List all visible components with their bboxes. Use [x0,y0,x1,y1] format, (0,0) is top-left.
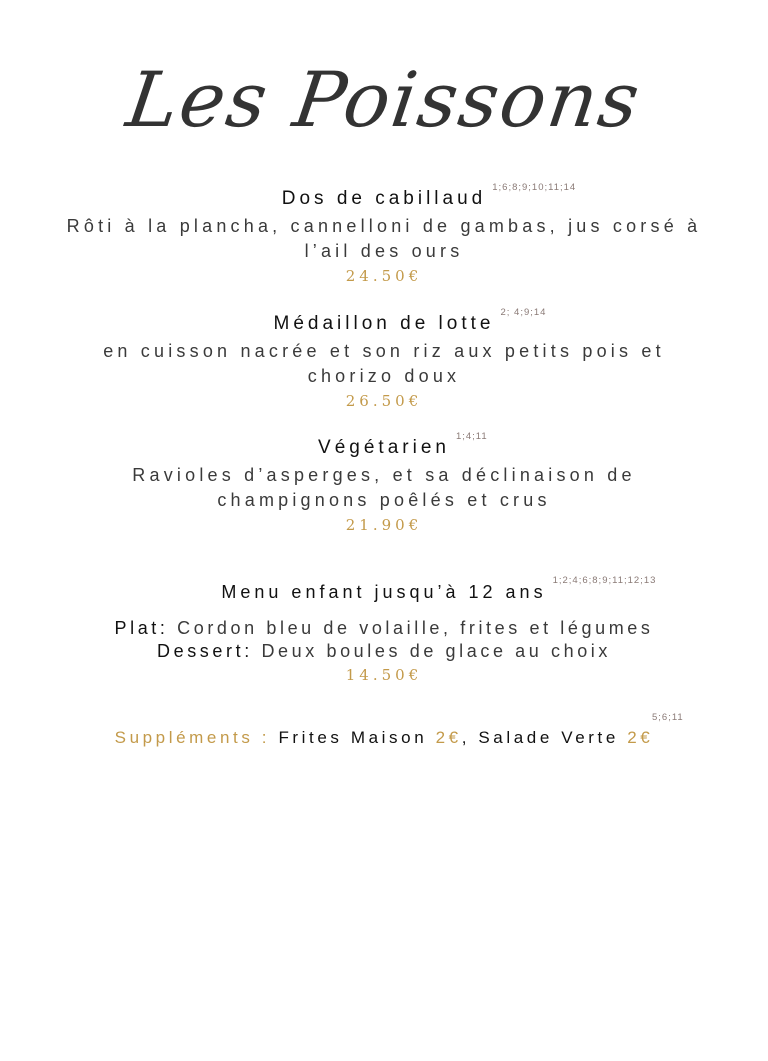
separator: , [461,728,471,747]
dish-name [318,431,488,459]
menu-item-vegetarien [0,431,768,534]
description-line: l’ail des ours [304,241,464,261]
dish-name [221,575,657,603]
allergen-codes: 5;6;11 [652,712,684,723]
dish-description [0,463,768,513]
enfant-details [0,617,768,663]
description-line: Ravioles d’asperges, et sa déclinaison de [132,465,636,485]
dish-name [281,182,577,210]
menu-item-cabillaud [0,182,768,285]
allergen-codes: 1;6;8;9;10;11;14 [492,182,577,193]
supplements-line [0,728,768,748]
plat-label: Plat: [114,618,169,638]
dish-name-text: Végétarien [318,437,450,458]
dish-name-text: Menu enfant jusqu’à 12 ans [221,582,547,602]
description-line: en cuisson nacrée et son riz aux petits pois et [103,341,665,361]
menu-item-lotte [0,307,768,410]
plat-text: Cordon bleu de volaille, frites et légumes [177,618,654,638]
dish-price: 21.90€ [345,516,423,534]
supplement-item: Salade Verte [478,728,619,747]
enfant-dessert [0,640,768,663]
allergen-codes: 2; 4;9;14 [500,307,547,318]
dish-name-text: Dos de cabillaud [281,188,487,209]
description-line: Rôti à la plancha, cannelloni de gambas, jus corsé à [66,216,702,236]
dish-price: 26.50€ [345,392,423,410]
supplements-label: Suppléments : [114,728,271,747]
dish-name-text: Médaillon de lotte [273,313,495,334]
allergen-codes: 1;4;11 [455,431,488,442]
supplement-price: 2€ [627,728,654,747]
dish-description [0,339,768,389]
page-title: Les Poissons [121,55,647,144]
dish-price: 14.50€ [345,666,423,684]
enfant-plat [0,617,768,640]
supplement-item: Frites Maison [278,728,428,747]
description-line: chorizo doux [307,366,461,386]
dessert-label: Dessert: [157,641,253,661]
dish-price: 24.50€ [345,267,423,285]
dish-name [273,307,547,335]
dish-description [0,214,768,264]
menu-item-enfant [0,575,768,684]
supplement-price: 2€ [435,728,462,747]
dessert-text: Deux boules de glace au choix [261,641,611,661]
description-line: champignons poêlés et crus [217,490,551,510]
allergen-codes: 1;2;4;6;8;9;11;12;13 [552,575,657,586]
